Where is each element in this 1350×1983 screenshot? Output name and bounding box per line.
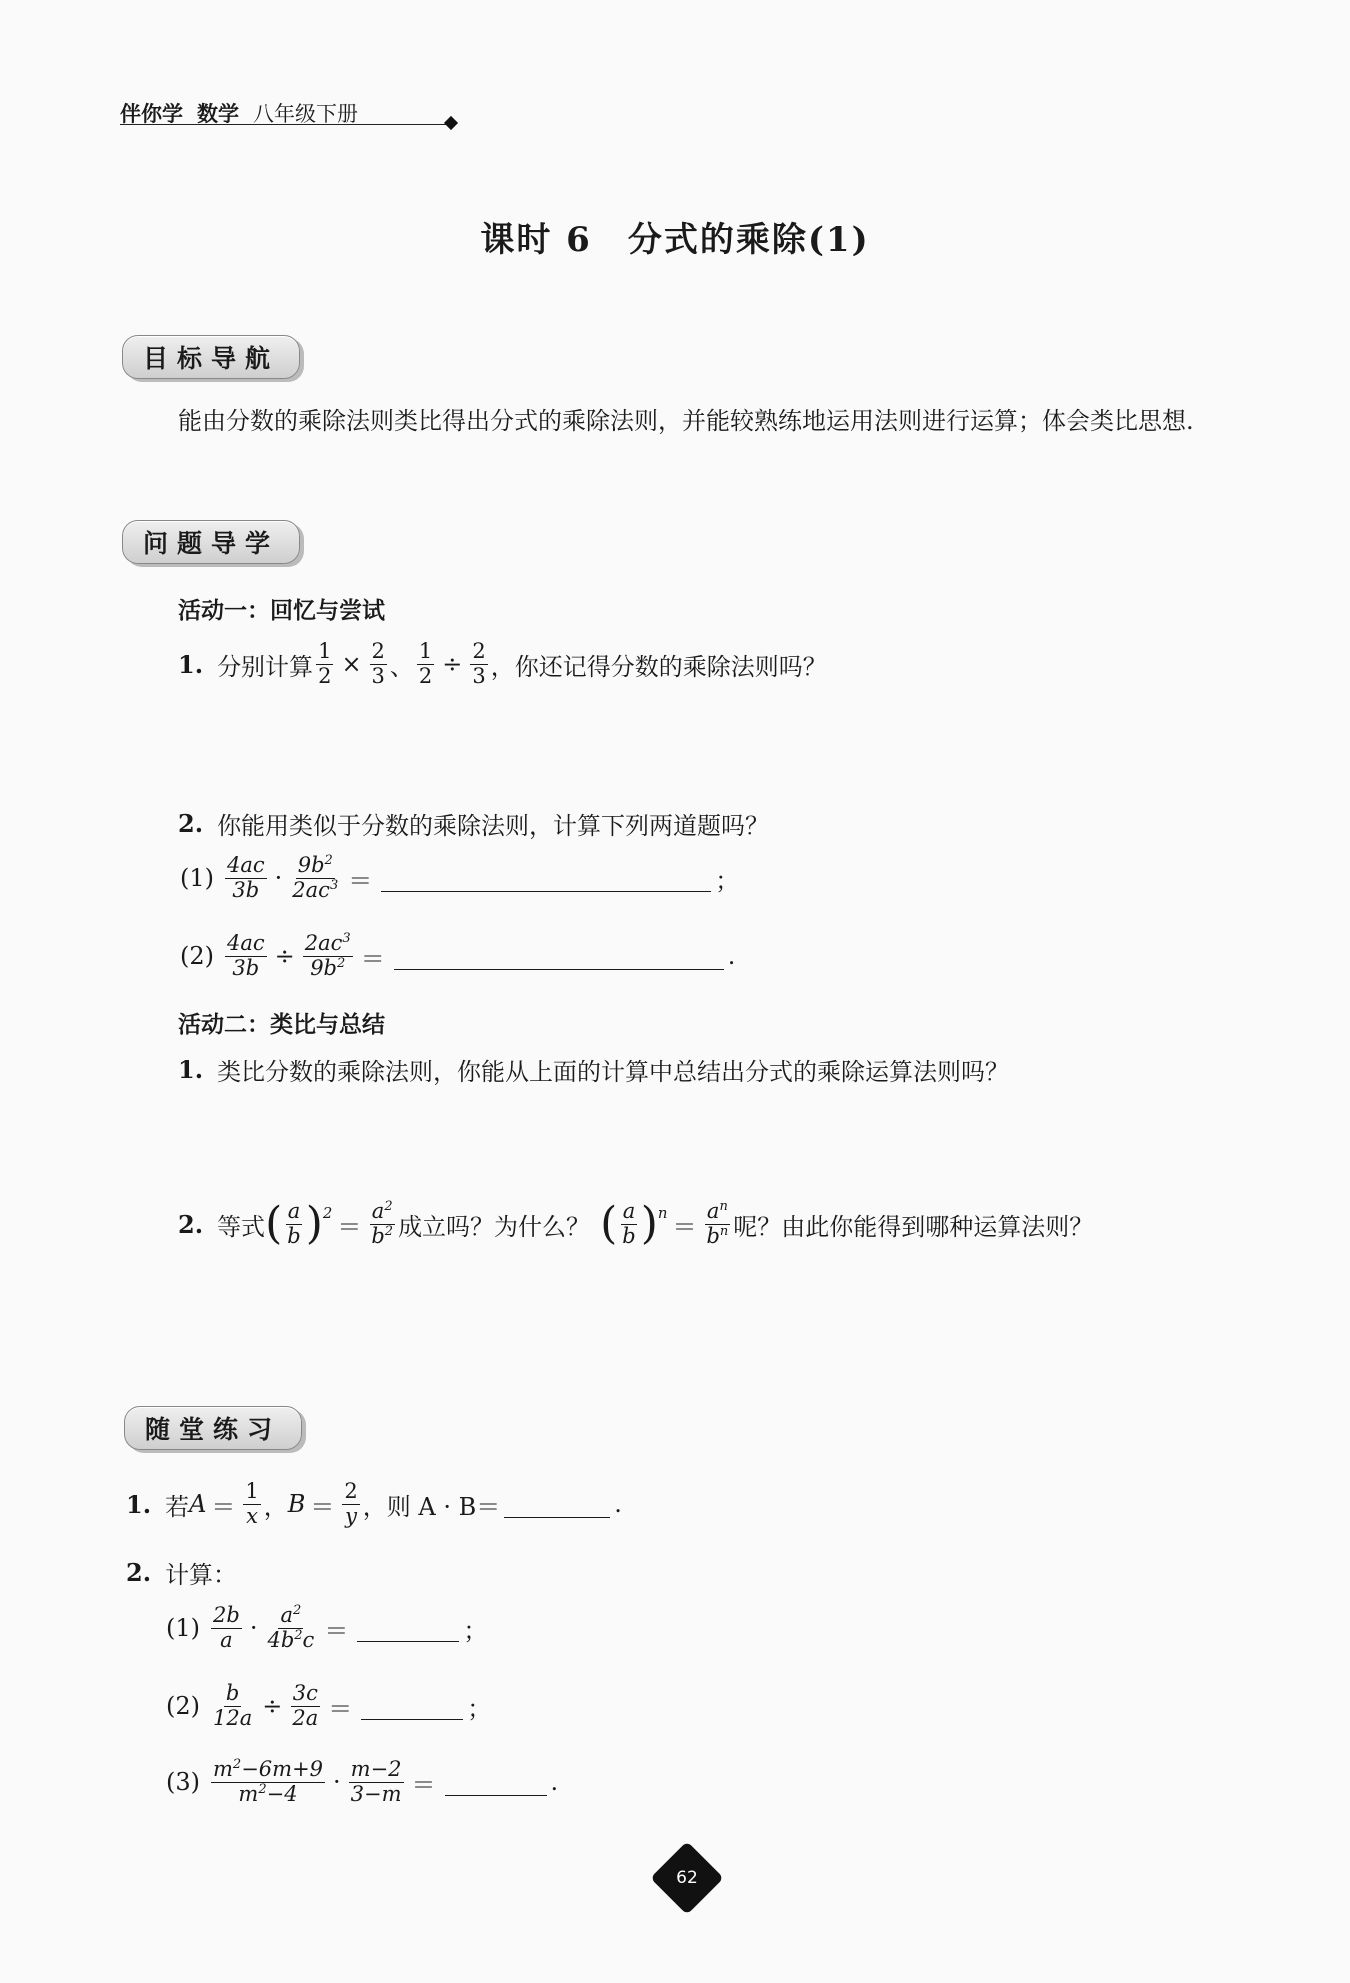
activity1-title: 活动一：回忆与尝试 [178,598,385,624]
practice-q2-p2: (2) $\frac{b}{12a}$ ÷ $\frac{3c}{2a}$ ＝ ； [166,1681,492,1730]
activity1-q2: 2. 你能用类似于分数的乘除法则，计算下列两道题吗？ [178,809,770,840]
goals-text: 能由分数的乘除法则类比得出分式的乘除法则，并能较熟练地运用法则进行运算；体会类比思想. [178,407,1194,435]
answer-blank[interactable] [381,865,711,892]
practice-q2-p3: (3) $\frac{m^2-6m+9}{m^2-4}$ · $\frac{m-2}{3-m}$ ＝ . [166,1757,559,1806]
activity2-title: 活动二：类比与总结 [178,1012,385,1038]
answer-blank[interactable] [394,943,724,970]
practice-q2-p1: (1) $\frac{2b}{a}$ · $\frac{a^2}{4b^2c}$ ＝ ； [166,1603,488,1652]
subject-name: 数学 [197,102,239,126]
practice-q2: 2. 计算： [126,1558,238,1589]
answer-blank[interactable] [357,1615,459,1642]
page-title: 课时 6 分式的乘除(1) [480,220,870,260]
answer-blank[interactable] [504,1491,610,1518]
header-rule [120,124,450,125]
activity1-q1: 1. 分别计算 $\frac{1}{2}$ × $\frac{2}{3}$ 、 $\frac{1}{2}$ ÷ $\frac{2}{3}$ ，你还记得分数的乘除法则吗？ [178,639,827,688]
grade-name: 八年级下册 [253,102,358,126]
practice-q1: 1. 若 A ＝ $\frac{1}{x}$ ， B ＝ $\frac{2}{y}$ ，则 A · B＝ . [126,1479,622,1528]
section-badge-practice: 随堂练习 [124,1406,302,1450]
activity1-q2-p1: (1) $\frac{4ac}{3b}$ · $\frac{9b^2}{2ac^3}$ ＝ ； [180,853,740,902]
activity2-q2: 2. 等式 ( $\frac{a}{b}$ ) 2 ＝ $\frac{a^2}{b^2}$ 成立吗？为什么？ ( $\frac{a}{b}$ ) n ＝ $\frac{a^n}{b^n}$ 呢？由此你能得到哪种运算法则？ [178,1198,1094,1250]
section-badge-guided: 问题导学 [122,520,300,564]
series-name: 伴你学 [120,102,183,126]
answer-blank[interactable] [445,1769,547,1796]
header-diamond-icon [444,116,458,130]
answer-blank[interactable] [361,1693,463,1720]
activity1-q2-p2: (2) $\frac{4ac}{3b}$ ÷ $\frac{2ac^3}{9b^2}$ ＝ . [180,931,736,980]
section-badge-goals: 目标导航 [122,335,300,379]
page-number: 62 [676,1868,698,1888]
activity2-q1: 1. 类比分数的乘除法则，你能从上面的计算中总结出分式的乘除运算法则吗？ [178,1055,1010,1086]
